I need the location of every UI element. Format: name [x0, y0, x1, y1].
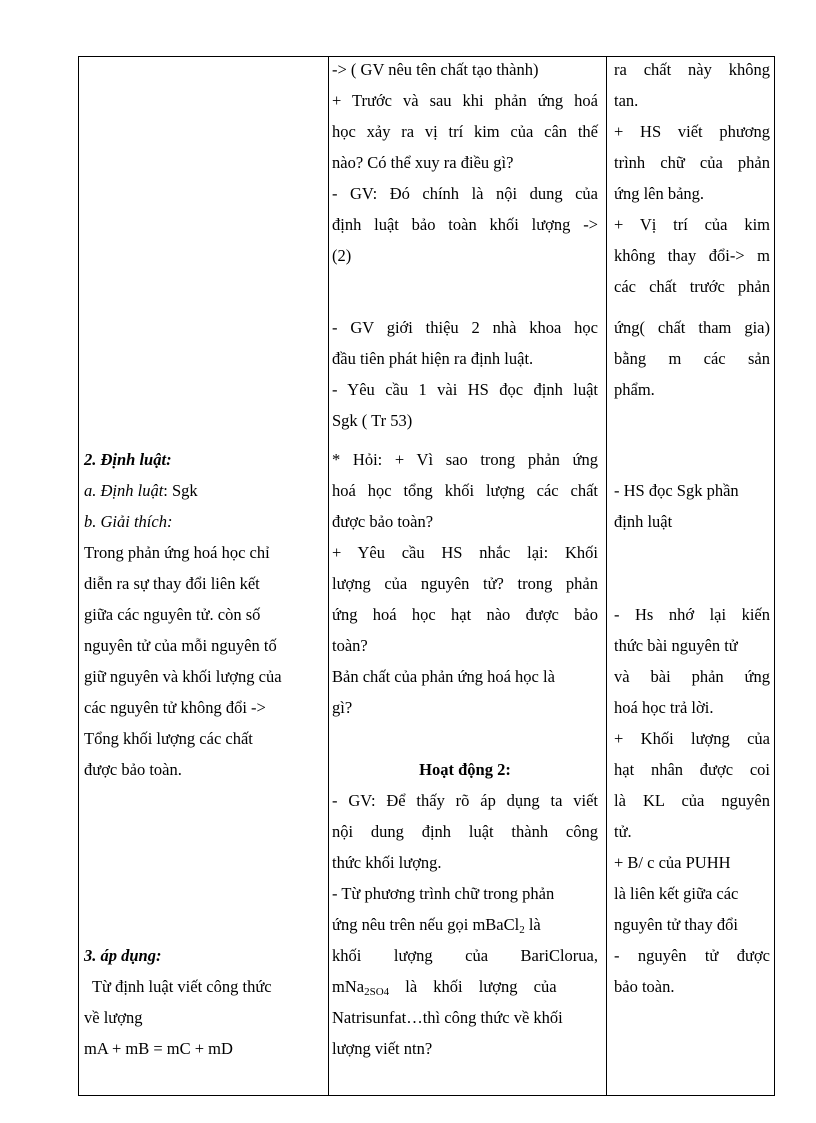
- explain-line: nguyên tử của mỗi nguyên tố: [84, 636, 277, 655]
- teacher-line: lượng viết ntn?: [332, 1039, 433, 1058]
- student-line: hoá học trả lời.: [614, 698, 714, 717]
- student-line: nguyên tử thay đổi: [614, 915, 738, 934]
- teacher-line: - GV: Đó chính là nội dung của: [332, 184, 598, 203]
- teacher-line: Sgk ( Tr 53): [332, 411, 413, 430]
- teacher-line: Natrisunfat…thì công thức về khối: [332, 1008, 563, 1027]
- explain-line: Trong phản ứng hoá học chỉ: [84, 543, 270, 562]
- student-line: hạt nhân được coi: [614, 760, 770, 779]
- teacher-line: + Trước và sau khi phản ứng hoá: [332, 91, 598, 110]
- teacher-line: hoá học tổng khối lượng các chất: [332, 481, 598, 500]
- teacher-line: ứng hoá học hạt nào được bảo: [332, 605, 598, 624]
- teacher-line: -> ( GV nêu tên chất tạo thành): [332, 60, 539, 79]
- teacher-line: nội dung định luật thành công: [332, 822, 598, 841]
- teacher-line: [332, 723, 598, 754]
- student-line: tan.: [614, 91, 639, 110]
- lesson-table: [78, 56, 775, 1096]
- teacher-line: - GV giới thiệu 2 nhà khoa học: [332, 318, 598, 337]
- teacher-line: * Hỏi: + Vì sao trong phản ứng: [332, 450, 598, 469]
- student-line: và bài phản ứng: [614, 667, 770, 686]
- bacl2-tail: là: [524, 915, 541, 934]
- teacher-line: học xảy ra vị trí kim của cân thế: [332, 122, 598, 141]
- student-line: bảo toàn.: [614, 977, 675, 996]
- teacher-line: được bảo toàn?: [332, 512, 434, 531]
- section-2a: [84, 475, 325, 506]
- student-line: ra chất này không: [614, 60, 770, 79]
- teacher-line: toàn?: [332, 636, 368, 655]
- section-2a-value: : Sgk: [163, 481, 198, 500]
- table-border-right: [774, 57, 775, 1095]
- explain-line: Tổng khối lượng các chất: [84, 729, 253, 748]
- student-line: [614, 405, 770, 436]
- formula-line: mA + mB = mC + mD: [84, 1039, 233, 1058]
- explain-line: được bảo toàn.: [84, 760, 182, 779]
- student-line: - nguyên tử được: [614, 946, 770, 965]
- section-2-title: 2. Định luật:: [84, 450, 172, 469]
- teacher-line: (2): [332, 246, 352, 265]
- bacl2-subscript: 2: [519, 924, 525, 936]
- student-line: thức bài nguyên tử: [614, 636, 738, 655]
- section-2b-label: b. Giải thích:: [84, 512, 173, 531]
- student-line: tử.: [614, 822, 632, 841]
- teacher-line: nào? Có thể xuy ra điều gì?: [332, 153, 514, 172]
- student-line: là liên kết giữa các: [614, 884, 739, 903]
- activity-2-heading: Hoạt động 2:: [419, 760, 511, 779]
- bacl2-text: ứng nêu trên nếu gọi mBaCl: [332, 915, 520, 934]
- student-line: các chất trước phản: [614, 277, 770, 296]
- teacher-line: - Yêu cầu 1 vài HS đọc định luật: [332, 380, 598, 399]
- student-line: định luật: [614, 512, 673, 531]
- na2so4-tail: là khối lượng của: [389, 977, 557, 996]
- explain-line: giữ nguyên và khối lượng của: [84, 667, 282, 686]
- student-line: [614, 444, 770, 475]
- student-line: - Hs nhớ lại kiến: [614, 605, 770, 624]
- teacher-line-na2so4: [332, 971, 598, 1002]
- teacher-line: + Yêu cầu HS nhắc lại: Khối: [332, 543, 598, 562]
- student-line: ứng( chất tham gia): [614, 318, 770, 337]
- teacher-line: - Từ phương trình chữ trong phản: [332, 884, 555, 903]
- student-line: phẩm.: [614, 380, 655, 399]
- student-line: + HS viết phương: [614, 122, 770, 141]
- teacher-line: lượng của nguyên tử? trong phản: [332, 574, 598, 593]
- table-border-left: [78, 57, 79, 1095]
- teacher-line: Bản chất của phản ứng hoá học là: [332, 667, 555, 686]
- section-2a-label: a. Định luật: [84, 481, 164, 500]
- teacher-line: - GV: Để thấy rõ áp dụng ta viết: [332, 791, 598, 810]
- apply-line: về lượng: [84, 1008, 143, 1027]
- na2so4-subscript: 2SO4: [364, 986, 390, 998]
- student-line: bằng m các sản: [614, 349, 770, 368]
- teacher-line: thức khối lượng.: [332, 853, 442, 872]
- student-line: + B/ c của PUHH: [614, 853, 731, 872]
- apply-line: Từ định luật viết công thức: [84, 977, 272, 996]
- section-3-title: 3. áp dụng:: [84, 946, 162, 965]
- table-divider-1: [328, 57, 329, 1095]
- student-line: ứng lên bảng.: [614, 184, 705, 203]
- na2so4-text: mNa: [332, 977, 365, 996]
- student-line: trình chữ của phản: [614, 153, 770, 172]
- student-line: + Khối lượng của: [614, 729, 770, 748]
- teacher-line: định luật bảo toàn khối lượng ->: [332, 215, 598, 234]
- teacher-line: đầu tiên phát hiện ra định luật.: [332, 349, 534, 368]
- student-line: - HS đọc Sgk phần: [614, 481, 739, 500]
- explain-line: diễn ra sự thay đổi liên kết: [84, 574, 260, 593]
- student-line: là KL của nguyên: [614, 791, 770, 810]
- teacher-line: khối lượng của BariClorua,: [332, 946, 598, 965]
- explain-line: các nguyên tử không đổi ->: [84, 698, 266, 717]
- teacher-line: gì?: [332, 698, 353, 717]
- explain-line: giữa các nguyên tử. còn số: [84, 605, 261, 624]
- student-line: không thay đổi-> m: [614, 246, 770, 265]
- teacher-line-bacl2: [332, 909, 598, 940]
- student-line: + Vị trí của kim: [614, 215, 770, 234]
- teacher-line: [332, 271, 598, 302]
- table-divider-2: [606, 57, 607, 1095]
